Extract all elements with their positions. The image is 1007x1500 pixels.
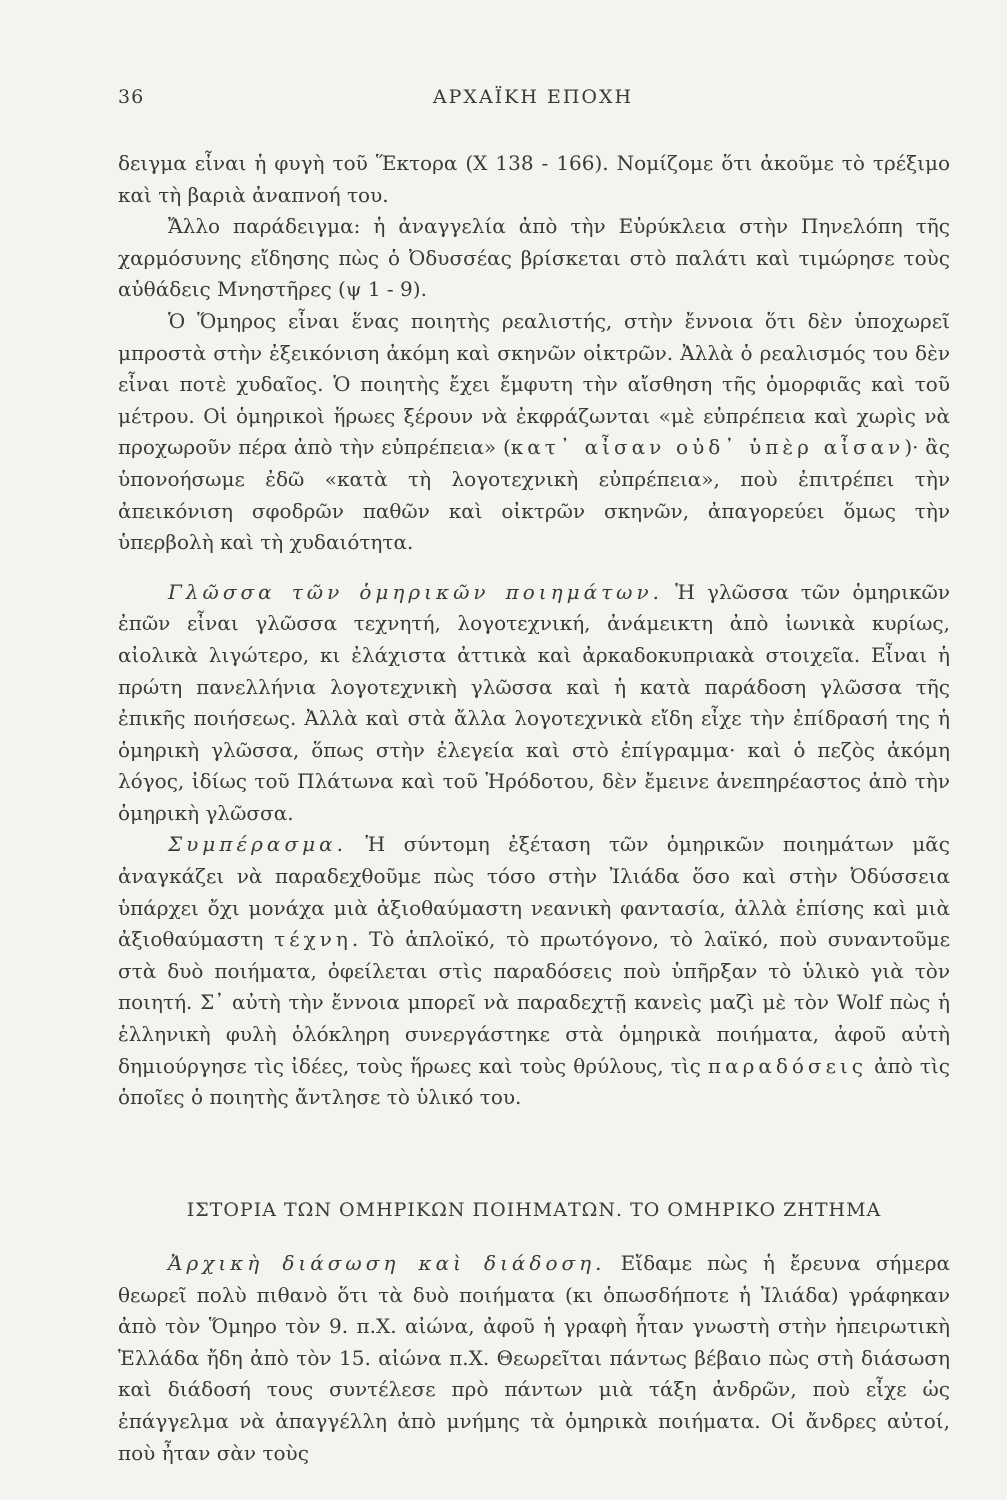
paragraph-transmission-body: Εἴδαμε πὼς ἡ ἔρευνα σήμερα θεωρεῖ πολὺ πιθανὸ ὅτι τὰ δυὸ ποιήματα (κι ὁπωσδήποτε ἡ Ἰλιάδα) γράφηκαν ἀπὸ τὸν Ὅμηρο τὸν 9. π.Χ. αἰώνα, ἀφοῦ ἡ γραφὴ ἦταν γνωστὴ στὴν ἠπειρωτικὴ Ἑλλάδα ἤδη ἀπὸ τὸν 15. αἰώνα π.Χ. Θεωρεῖται πάντως βέβαιο πὼς στὴ διάσωση καὶ διάδοσή τους συντέλεσε πρὸ πάντων μιὰ τάξη ἀνδρῶν, ποὺ εἶχε ὡς ἐπάγγελμα νὰ ἀπαγγέλλη ἀπὸ μνήμης τὰ ὁμηρικὰ ποιήματα. Οἱ ἄνδρες αὐτοί, ποὺ ἦταν σὰν τοὺς bbox=[118, 1251, 950, 1465]
paragraph-language-body: Ἡ γλῶσσα τῶν ὁμηρικῶν ἐπῶν εἶναι γλῶσσα τεχνητή, λογοτεχνική, ἀνάμεικτη ἀπὸ ἰωνικὰ κυρίως, αἰολικὰ λιγώτερο, κι ἐλάχιστα ἀττικὰ καὶ ἀρκαδοκυπριακὰ στοιχεῖα. Εἶναι ἡ πρώτη πανελλήνια λογοτεχνικὴ γλῶσσα καὶ ἡ κατὰ παράδοση γλῶσσα τῆς ἐπικῆς ποιήσεως. Ἀλλὰ καὶ στὰ ἄλλα λογοτεχνικὰ εἴδη εἶχε τὴν ἐπίδρασή της ἡ ὁμηρικὴ γλῶσσα, ὅπως στὴν ἐλεγεία καὶ στὸ ἐπίγραμμα· καὶ ὁ πεζὸς ἀκόμη λόγος, ἰδίως τοῦ Πλάτωνα καὶ τοῦ Ἡρόδοτου, δὲν ἔμεινε ἀνεπηρέαστος ἀπὸ τὴν ὁμηρικὴ γλῶσσα. bbox=[118, 579, 950, 825]
paragraph-3-text-b: )· ἂς ὑπονοήσωμε ἐδῶ «κατὰ τὴ λογοτεχνικὴ εὐπρέπεια», ποὺ ἐπιτρέπει τὴν ἀπεικόνιση σφοδρῶν παθῶν καὶ οἰκτρῶν σκηνῶν, ἀπαγορεύει ὅμως τὴν ὑπερβολὴ καὶ τὴ χυδαιότητα. bbox=[118, 435, 950, 555]
paragraph-language bbox=[118, 577, 950, 830]
section-heading: ΙΣΤΟΡΙΑ ΤΩΝ ΟΜΗΡΙΚΩΝ ΠΟΙΗΜΑΤΩΝ. ΤΟ ΟΜΗΡΙΚΟ ΖΗΤΗΜΑ bbox=[186, 1199, 882, 1221]
quoted-phrase: κατ᾽ αἶσαν οὐδ᾽ ὑπὲρ αἶσαν bbox=[510, 435, 905, 460]
page-header bbox=[118, 86, 948, 116]
section-text bbox=[118, 1248, 950, 1469]
paragraph-3 bbox=[118, 306, 950, 559]
emphasis-paradoseis: παραδόσεις bbox=[707, 1053, 867, 1078]
paragraph-transmission bbox=[118, 1248, 950, 1469]
paragraph-language-heading: Γλῶσσα τῶν ὁμηρικῶν ποιημάτων. bbox=[168, 579, 664, 604]
page-number: 36 bbox=[118, 86, 145, 108]
paragraph-conclusion-text-c: ἀπὸ τὶς ὁποῖες ὁ ποιητὴς ἄντλησε τὸ ὑλικό του. bbox=[118, 1053, 951, 1110]
paragraph-conclusion-text-a: Ἡ σύντομη ἐξέταση τῶν ὁμηρικῶν ποιημάτων μᾶς ἀναγκάζει νὰ παραδεχθοῦμε πὼς τόσο στὴν Ἰλιάδα ὅσο καὶ στὴν Ὀδύσσεια ὑπάρχει ὄχι μονάχα μιὰ ἀξιοθαύμαστη νεανικὴ φαντασία, ἀλλὰ ἐπίσης καὶ μιὰ ἀξιοθαύμαστη bbox=[118, 832, 950, 952]
paragraph-conclusion bbox=[118, 829, 950, 1113]
paragraph-2: Ἄλλο παράδειγμα: ἡ ἀναγγελία ἀπὸ τὴν Εὐρύκλεια στὴν Πηνελόπη τῆς χαρμόσυνης εἴδησης πὼς ὁ Ὀδυσσέας βρίσκεται στὸ παλάτι καὶ τιμώρησε τοὺς αὐθάδεις Μνηστῆρες (ψ 1 - 9). bbox=[118, 214, 950, 302]
emphasis-techne: τέχνη bbox=[274, 927, 352, 952]
paragraph-3-text-a: Ὁ Ὅμηρος εἶναι ἕνας ποιητὴς ρεαλιστής, στὴν ἔννοια ὅτι δὲν ὑποχωρεῖ μπροστὰ στὴν ἐξεικόνιση ἀκόμη καὶ σκηνῶν οἰκτρῶν. Ἀλλὰ ὁ ρεαλισμός του δὲν εἶναι ποτὲ χυδαῖος. Ὁ ποιητὴς ἔχει ἔμφυτη τὴν αἴσθηση τῆς ὀμορφιᾶς καὶ τοῦ μέτρου. Οἱ ὁμηρικοὶ ἥρωες ξέρουν νὰ ἐκφράζωνται «μὲ εὐπρέπεια καὶ χωρὶς νὰ προχωροῦν πέρα ἀπὸ τὴν εὐπρέπεια» ( bbox=[118, 308, 950, 460]
paragraph-conclusion-heading: Συμπέρασμα. bbox=[168, 832, 347, 857]
paragraph-transmission-heading: Ἀρχικὴ διάσωση καὶ διάδοση. bbox=[168, 1251, 606, 1275]
running-title: ΑΡΧΑΪΚΗ ΕΠΟΧΗ bbox=[432, 86, 634, 108]
main-text bbox=[118, 148, 950, 1114]
paragraph-1: δειγμα εἶναι ἡ φυγὴ τοῦ Ἕκτορα (Χ 138 - 166). Νομίζομε ὅτι ἀκοῦμε τὸ τρέξιμο καὶ τὴ βαριὰ ἀναπνοή του. bbox=[118, 151, 950, 207]
paragraph-conclusion-text-b: . Τὸ ἁπλοϊκό, τὸ πρωτόγονο, τὸ λαϊκό, ποὺ συναντοῦμε στὰ δυὸ ποιήματα, ὀφείλεται στὶς παραδόσεις ποὺ ὑπῆρξαν τὸ ὑλικὸ γιὰ τὸν ποιητή. Σ᾽ αὐτὴ τὴν ἔννοια μπορεῖ νὰ παραδεχτῇ κανεὶς μαζὶ μὲ τὸν Wolf πὼς ἡ ἑλληνικὴ φυλὴ ὁλόκληρη συνεργάστηκε στὰ ὁμηρικὰ ποιήματα, ἀφοῦ αὐτὴ δημιούργησε τὶς ἰδέες, τοὺς ἥρωες καὶ τοὺς θρύλους, τὶς bbox=[118, 927, 950, 1078]
